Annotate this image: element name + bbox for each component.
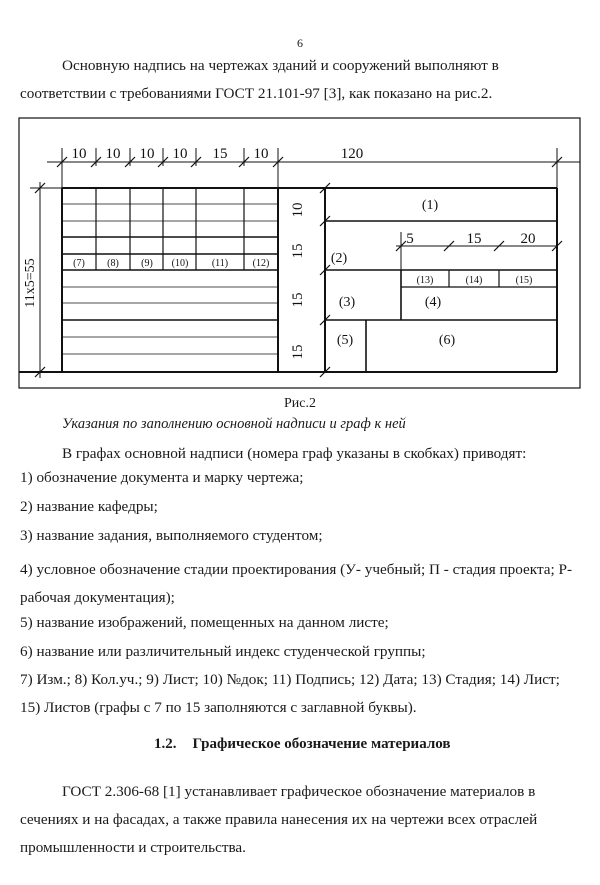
list-item-1: 1) обозначение документа и марку чертежа;: [20, 469, 304, 486]
dim-top-4: 10: [172, 146, 188, 162]
dim-top-3: 10: [139, 146, 155, 162]
list-item-4: 4) условное обозначение стадии проектирования (У- учебный; П - стадия проекта; Р- рабочая документация);: [20, 561, 573, 606]
cell-5: (5): [336, 333, 354, 348]
figure-caption: Рис.2: [284, 396, 316, 411]
list-intro: В графах основной надписи (номера граф указаны в скобках) приводят:: [62, 445, 527, 462]
dim-inner-3: 20: [520, 231, 536, 247]
page-number: 6: [297, 36, 303, 50]
dim-inner-2: 15: [466, 231, 482, 247]
dim-left: 11x5=55: [23, 258, 38, 308]
cell-12: (12): [252, 258, 270, 269]
cell-14: (14): [465, 275, 483, 286]
dim-top-6: 10: [253, 146, 269, 162]
dim-row-1: 10: [290, 202, 306, 218]
dim-row-3: 15: [290, 292, 306, 308]
list-item-6: 6) название или различительный индекс студенческой группы;: [20, 643, 426, 660]
section-heading: [154, 736, 450, 753]
dim-top-7: 120: [340, 146, 364, 162]
dim-row-4: 15: [290, 344, 306, 360]
dim-inner-1: 5: [406, 231, 414, 247]
cell-4: (4): [424, 295, 442, 310]
dim-top-5: 15: [212, 146, 228, 162]
list-item-5: 5) название изображений, помещенных на данном листе;: [20, 614, 389, 631]
list-item-3: 3) название задания, выполняемого студентом;: [20, 527, 323, 544]
cell-6: (6): [438, 333, 456, 348]
list-item-7: 7) Изм.; 8) Кол.уч.; 9) Лист; 10) №док; 11) Подпись; 12) Дата; 13) Стадия; 14) Лист; 15) Листов (графы с 7 по 15 заполняются с заглавной буквы).: [20, 671, 560, 716]
cell-7: (7): [73, 258, 85, 269]
section-paragraph: ГОСТ 2.306-68 [1] устанавливает графическое обозначение материалов в сечениях и на фасадах, а также правила нанесения их на чертежи всех отраслей промышленности и строительства.: [20, 783, 538, 856]
cell-11: (11): [211, 258, 229, 269]
cell-15: (15): [515, 275, 533, 286]
cell-9: (9): [141, 258, 153, 269]
dim-top-1: 10: [71, 146, 87, 162]
figure-subtitle: Указания по заполнению основной надписи и граф к ней: [62, 416, 406, 432]
cell-2: (2): [330, 251, 348, 266]
dim-top-2: 10: [105, 146, 121, 162]
cell-10: (10): [171, 258, 189, 269]
title-block-figure: [0, 0, 600, 400]
intro-paragraph: Основную надпись на чертежах зданий и сооружений выполняют в соответствии с требованиями ГОСТ 21.101-97 [3], как показано на рис.2.: [20, 57, 499, 102]
list-item-2: 2) название кафедры;: [20, 498, 158, 515]
dim-row-2: 15: [290, 243, 306, 259]
cell-3: (3): [338, 295, 356, 310]
cell-1: (1): [421, 198, 439, 213]
cell-13: (13): [416, 275, 434, 286]
cell-8: (8): [107, 258, 119, 269]
section-title: Графическое обозначение материалов: [192, 736, 451, 752]
section-number: 1.2.: [154, 736, 177, 752]
